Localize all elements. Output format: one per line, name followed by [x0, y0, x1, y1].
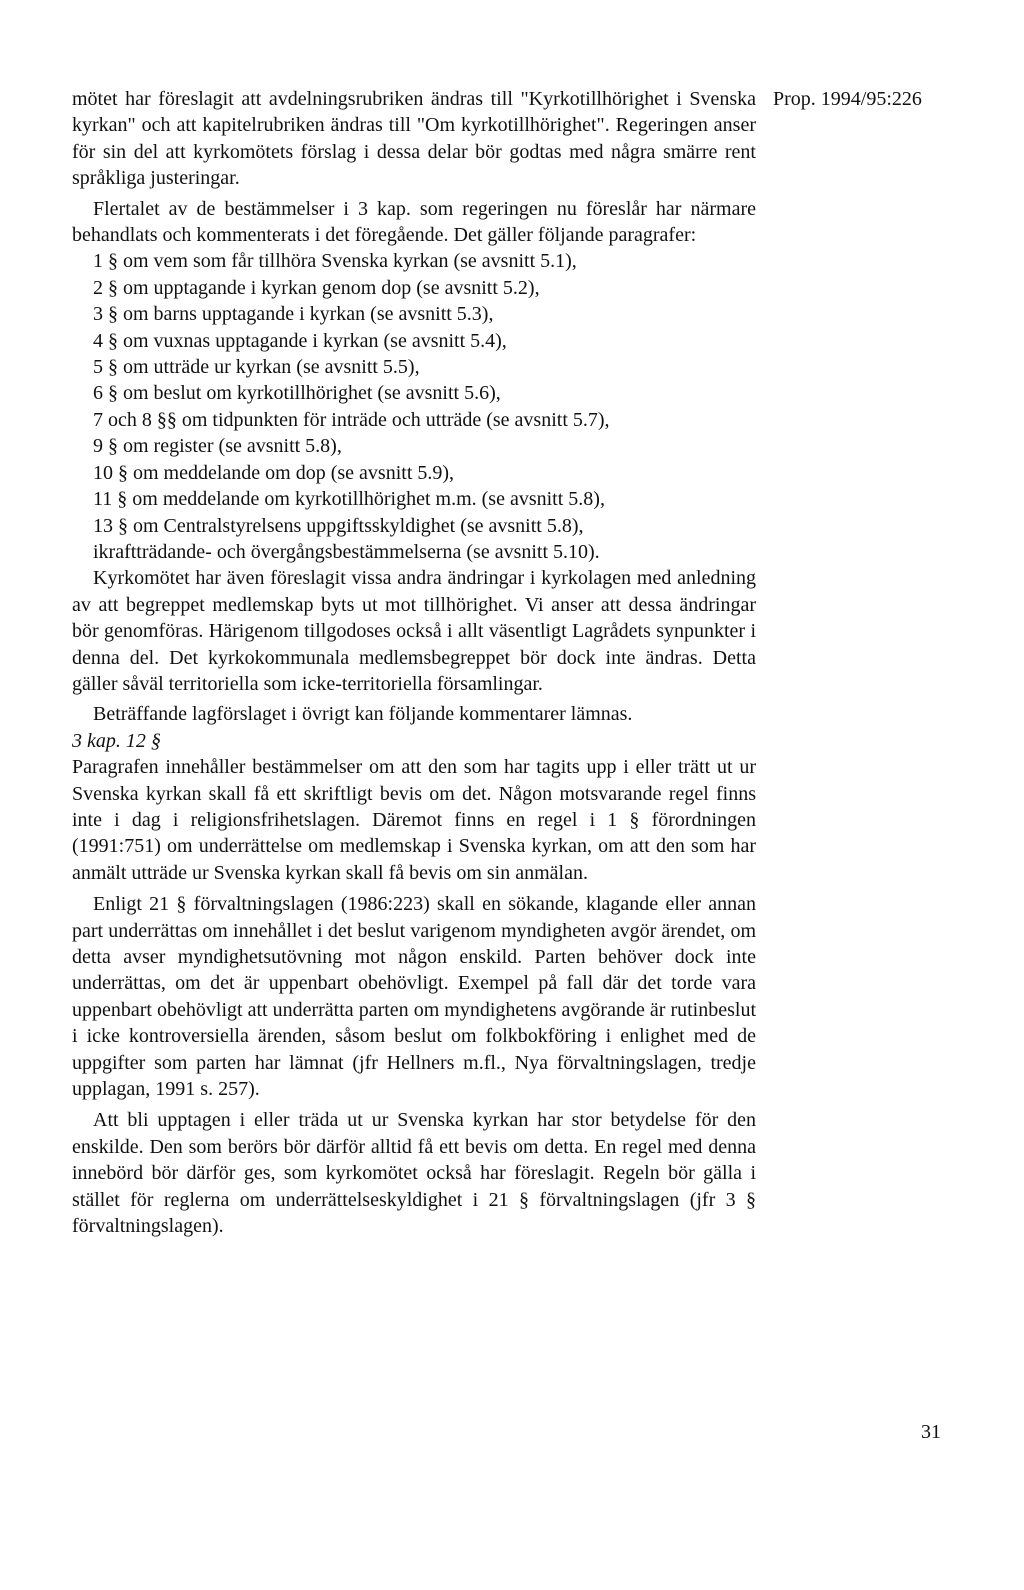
betraffande-paragraph: Beträffande lagförslaget i övrigt kan följande kommentarer lämnas.	[93, 703, 633, 726]
document-body	[72, 86, 756, 1239]
list-item: ikraftträdande- och övergångsbestämmelserna (se avsnitt 5.10).	[93, 540, 600, 563]
list-item: 6 § om beslut om kyrkotillhörighet (se avsnitt 5.6),	[93, 382, 501, 405]
section-heading: 3 kap. 12 §	[72, 729, 161, 752]
section-paragraph-2: Enligt 21 § förvaltningslagen (1986:223) skall en sökande, klagande eller annan part underrättas om innehållet i det beslut varigenom myndigheten avgör ärendet, om detta avser myndighetsutövning mot någon enskild. Parten behöver dock inte underrättas, om det är uppenbart obehövligt. Exempel på fall där det torde vara uppenbart obehövligt att underrätta parten om myndighetens avgörande är rutinbeslut i icke kontroversiella ärenden, såsom beslut om folkbokföring i enlighet med de uppgifter som parten har lämnat (jfr Hellners m.fl., Nya förvaltningslagen, tredje upplagan, 1991 s. 257).	[72, 893, 756, 1101]
flertalet-paragraph: Flertalet av de bestämmelser i 3 kap. som regeringen nu föreslår har närmare behandlats och kommenterats i det föregående. Det gäller följande paragrafer:	[72, 197, 756, 247]
list-item: 5 § om utträde ur kyrkan (se avsnitt 5.5),	[93, 356, 420, 379]
list-item: 13 § om Centralstyrelsens uppgiftsskyldighet (se avsnitt 5.8),	[93, 514, 584, 537]
intro-paragraph: mötet har föreslagit att avdelningsrubriken ändras till "Kyrkotillhörighet i Svenska kyrkan" och att kapitelrubriken ändras till "Om kyrkotillhörighet". Regeringen anser för sin del att kyrkomötets förslag i dessa delar bör godtas med några smärre rent språkliga justeringar.	[72, 88, 756, 190]
list-item: 7 och 8 §§ om tidpunkten för inträde och utträde (se avsnitt 5.7),	[93, 408, 610, 431]
proposition-reference: Prop. 1994/95:226	[773, 88, 922, 110]
list-item: 2 § om upptagande i kyrkan genom dop (se avsnitt 5.2),	[93, 276, 540, 299]
page-number: 31	[921, 1421, 941, 1443]
kyrkomotet-paragraph: Kyrkomötet har även föreslagit vissa andra ändringar i kyrkolagen med anledning av att begreppet medlemskap byts ut mot tillhörighet. Vi anser att dessa ändringar bör genomföras. Härigenom tillgodoses också i allt väsentligt Lagrådets synpunkter i denna del. Det kyrkokommunala medlemsbegreppet bör dock inte ändras. Detta gäller såväl territoriella som icke-territoriella församlingar.	[72, 567, 756, 695]
list-item: 3 § om barns upptagande i kyrkan (se avsnitt 5.3),	[93, 303, 494, 326]
section-paragraph-3: Att bli upptagen i eller träda ut ur Svenska kyrkan har stor betydelse för den enskilde. Den som berörs bör därför alltid få ett bevis om detta. En regel med denna innebörd bör därför ges, som kyrkomötet också har föreslagit. Regeln bör gälla i stället för reglerna om underrättelseskyldighet i 21 § förvaltningslagen (jfr 3 § förvaltningslagen).	[72, 1109, 756, 1238]
list-item: 4 § om vuxnas upptagande i kyrkan (se avsnitt 5.4),	[93, 329, 507, 352]
list-item: 11 § om meddelande om kyrkotillhörighet m.m. (se avsnitt 5.8),	[93, 488, 605, 511]
list-item: 1 § om vem som får tillhöra Svenska kyrkan (se avsnitt 5.1),	[93, 250, 577, 273]
section-paragraph-1: Paragrafen innehåller bestämmelser om att den som har tagits upp i eller trätt ut ur Svenska kyrkan skall få ett skriftligt bevis om det. Någon motsvarande regel finns inte i dag i religionsfrihetslagen. Däremot finns en regel i 1 § förordningen (1991:751) om underrättelse om medlemskap i Svenska kyrkan, om att den som har anmält utträde ur Svenska kyrkan skall få bevis om sin anmälan.	[72, 756, 756, 884]
paragraph-list	[72, 248, 756, 565]
list-item: 9 § om register (se avsnitt 5.8),	[93, 435, 342, 458]
list-item: 10 § om meddelande om dop (se avsnitt 5.9),	[93, 461, 455, 484]
